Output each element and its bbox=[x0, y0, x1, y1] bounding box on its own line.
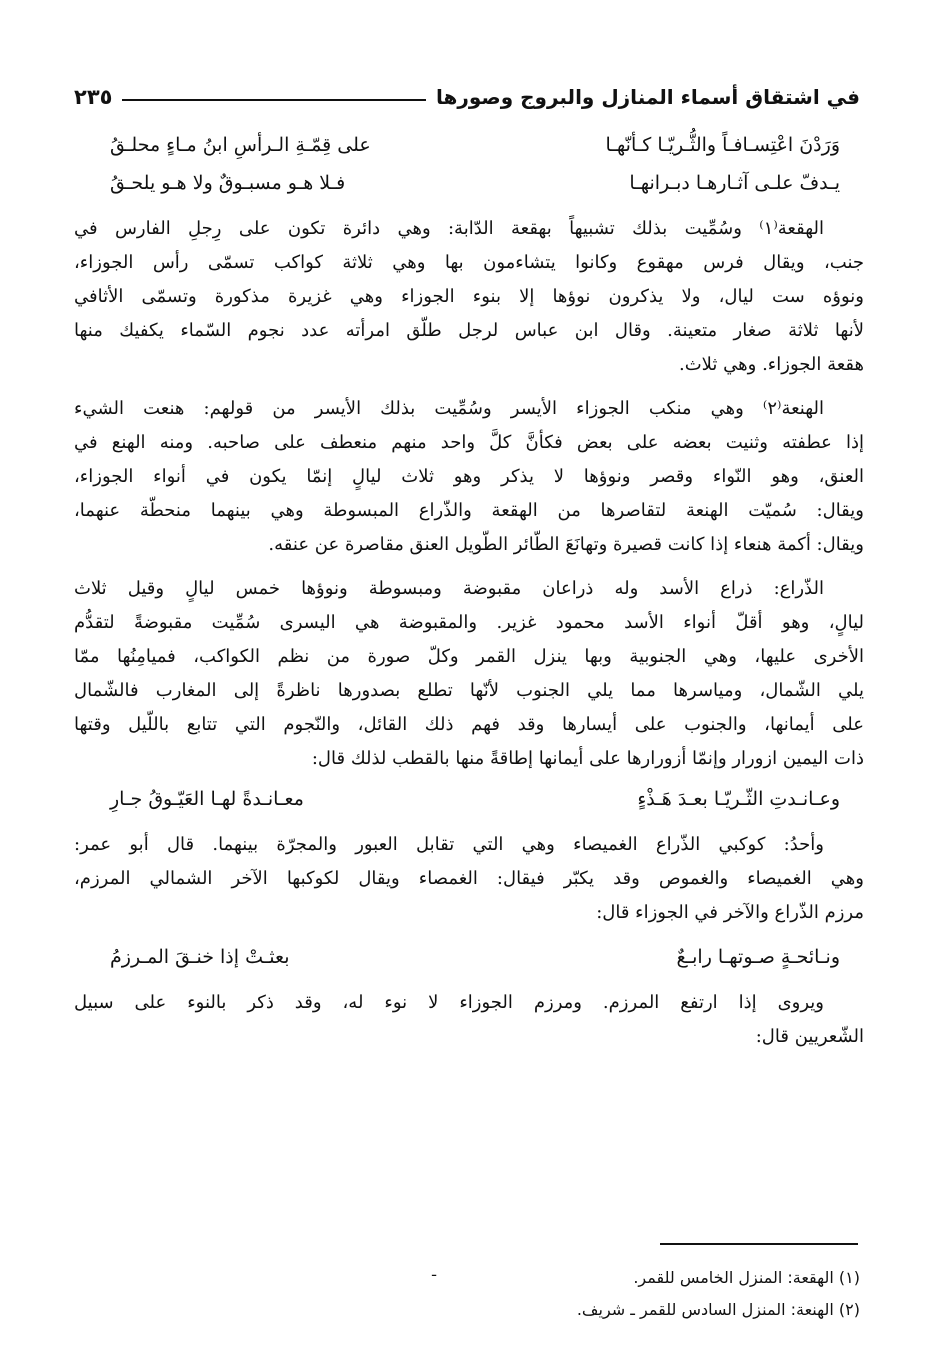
verse-hemistich-first: ونـائحـةٍ صـوتهـا رابـعٌ bbox=[676, 946, 840, 968]
verse-hemistich-first: يـدفّ علـى آثـارهـا دبـرانهـا bbox=[629, 172, 840, 194]
text-line: الأخرى عليها، وهي الجنوبية وبها ينزل القمر وكلّ صورة من نظم الكواكب، فميامِنُها ممّا bbox=[74, 646, 864, 667]
verse-hemistich-second: فـلا هـو مسبـوقٌ ولا هـو يلحـقُ bbox=[110, 172, 346, 194]
text-line: ويقال: أكمة هنعاء إذا كانت قصيرة وتهانَعَ الطّائر الطّويل العنق مقاصرة عن عنقه. bbox=[268, 534, 864, 555]
text-line: الهنعة⁽٢⁾ وهي منكب الجوزاء الأيسر وسُمِّيت بذلك الأيسر من قولهم: هنعت الشيء bbox=[74, 398, 824, 419]
text-line: الهقعة⁽١⁾ وسُمِّيت بذلك تشبيهاً بهقعة الدّابة: وهي دائرة تكون على رِجلِ الفارس في bbox=[74, 218, 824, 239]
text-line: ذات اليمين ازورار وإنمّا أزورارها على أيمانها إطاقةً منها بالقطب لذلك قال: bbox=[311, 748, 864, 769]
text-line: ويقال: سُميّت الهنعة لتقاصرها من الهقعة والذّراع المبسوطة وهي بينهما منحطّة عنهما، bbox=[74, 500, 864, 521]
verse-line bbox=[74, 126, 864, 164]
paragraph-hana bbox=[74, 392, 864, 562]
text-line: لأنها ثلاثة صغار متعينة. وقال ابن عباس لرجل طلّق امرأته عدد نجوم السّماء يكفيك منها bbox=[74, 320, 864, 341]
paragraph-yurwa bbox=[74, 986, 864, 1054]
footnote-1: (١) الهقعة: المنزل الخامس للقمر. bbox=[633, 1268, 860, 1287]
body-text bbox=[74, 126, 864, 1054]
verse-hemistich-second: على قِمّـةِ الـرأسِ ابنُ مـاءٍ محلـقُ bbox=[110, 134, 371, 156]
verse-line bbox=[74, 164, 864, 202]
verse-line bbox=[74, 938, 864, 976]
text-line: الذّراع: ذراع الأسد وله ذراعان مقبوضة ومبسوطة ونوؤها خمس ليالٍ وقيل ثلاث bbox=[74, 578, 824, 599]
text-line: جنب، ويقال فرس مهقوع وكانوا يتشاءمون بها وهي ثلاثة كواكب تسمّى رأس الجوزاء، bbox=[74, 252, 864, 273]
text-line: العنق، وهو النّواء وقصر ونوؤها لا يذكر وهو ثلاث ليالٍ إنمّا يكون في أنواء الجوزاء، bbox=[74, 466, 864, 487]
text-line: ونوؤه ست ليال، ولا يذكرون نوؤها إلا بنوء الجوزاء وهي غزيرة مذكورة وتسمّى الأثافي bbox=[74, 286, 864, 307]
text-line: هقعة الجوزاء. وهي ثلاث. bbox=[679, 354, 864, 375]
header-rule bbox=[122, 99, 426, 101]
footnote-rule bbox=[660, 1243, 858, 1245]
verse-hemistich-second: معـانـدةً لهـا العَيّـوقُ جـارِ bbox=[110, 788, 304, 810]
stray-mark: ـ bbox=[432, 1264, 437, 1280]
text-line: مرزم الذّراع والآخر في الجوزاء قال: bbox=[596, 902, 864, 923]
verse-hemistich-first: وَرَدْنَ اعْتِسـافـاً والثُّـريّـا كـأنّهـا bbox=[605, 134, 840, 156]
text-line: إذا عطفته وثنيت بعضه على بعض فكأنَّ كلَّ واحد منهم منعطف على صاحبه. ومنه الهنع في bbox=[74, 432, 864, 453]
running-title: في اشتقاق أسماء المنازل والبروج وصورها bbox=[435, 85, 860, 109]
page-header bbox=[74, 74, 860, 110]
text-line: وهي الغميصاء والغموص وقد يكبّر فيقال: الغمصاء ويقال لكوكبها الآخر الشمالي المرزم، bbox=[74, 868, 864, 889]
text-line: يلي الشّمال، ومياسرها مما يلي الجنوب لأنّها تطلع بصدورها ناظرةً إلى المغارب فالشّمال bbox=[74, 680, 864, 701]
paragraph-haqa bbox=[74, 212, 864, 382]
text-line: الشّعريين قال: bbox=[755, 1026, 864, 1047]
footnotes bbox=[300, 1262, 860, 1326]
verse-hemistich-first: وعـانـدتِ الثّـريّـا بعـدَ هَـذْءٍ bbox=[637, 788, 840, 810]
paragraph-ahad bbox=[74, 828, 864, 930]
page-number: ٢٣٥ bbox=[74, 85, 113, 109]
footnote-2: (٢) الهنعة: المنزل السادس للقمر ـ شريف. bbox=[576, 1300, 860, 1319]
verse-hemistich-second: بعثـتْ إذا خنـقَ المـرزمُ bbox=[110, 946, 290, 968]
text-line: على أيمانها، والجنوب على أيسارها وقد فهم ذلك القائل، والنّجوم التي تتابع باللّيل وقتها bbox=[74, 714, 864, 735]
paragraph-dhira bbox=[74, 572, 864, 776]
text-line: ليالٍ، وهو أقلّ أنواء الأسد محمود غزير. والمقبوضة هي اليسرى سُمِّيت مقبوضةً لتقدُّم bbox=[74, 612, 864, 633]
verse-line bbox=[74, 780, 864, 818]
text-line: ويروى إذا ارتفع المرزم. ومرزم الجوزاء لا نوء له، وقد ذكر بالنوء على سبيل bbox=[74, 992, 824, 1013]
text-line: وأحدُ: كوكبي الذّراع الغميصاء وهي التي تقابل العبور والمجرّة بينهما. قال أبو عمر: bbox=[74, 834, 824, 855]
